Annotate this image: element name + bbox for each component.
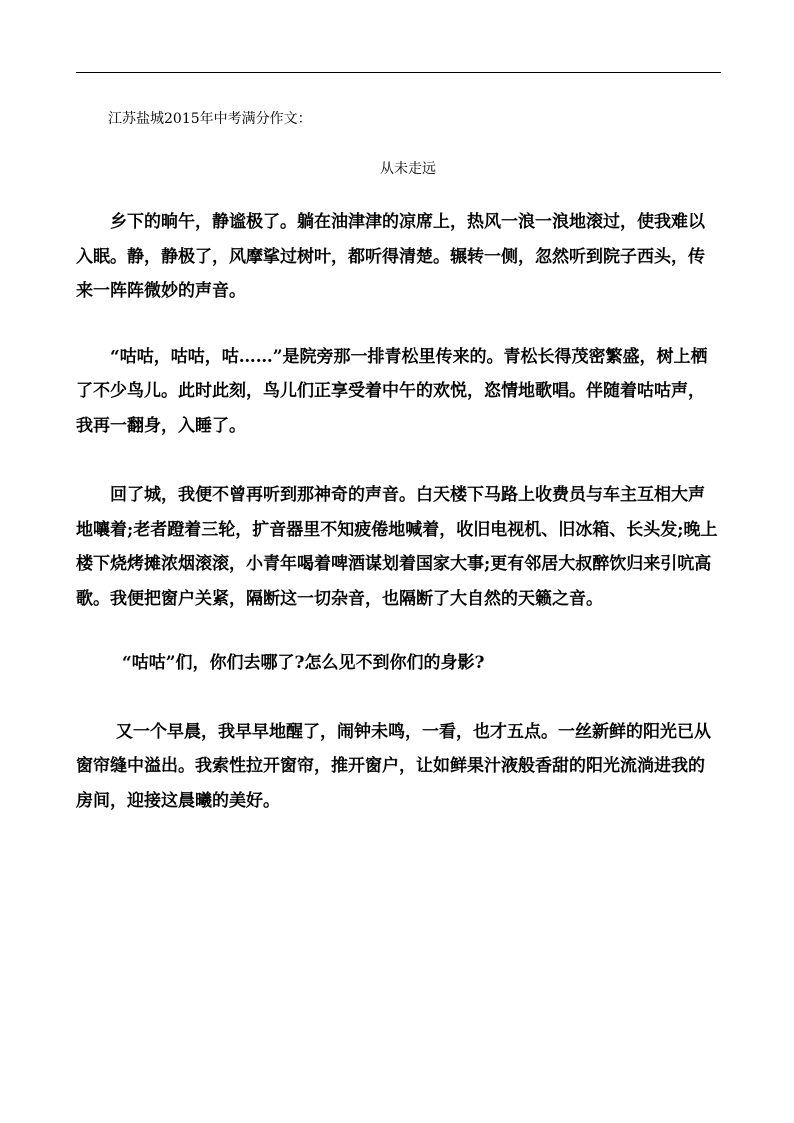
essay-title: 从未走远 [380,161,436,177]
paragraph-2: “咕咕，咕咕，咕……”是院旁那一排青松里传来的。青松长得茂密繁盛，树上栖了不少鸟儿。此时此刻，鸟儿们正享受着中午的欢悦，恣情地歌唱。伴随着咕咕声，我再一翻身，入睡了。 [76,346,708,436]
document-page [76,108,721,818]
paragraph-1: 乡下的晌午，静谧极了。躺在油津津的凉席上，热风一浪一浪地滚过，使我难以入眠。静，静极了，风摩挲过树叶，都听得清楚。辗转一侧，忽然听到院子西头，传来一阵阵微妙的声音。 [76,212,705,301]
header-rule [76,72,721,73]
paragraph-5: 又一个早晨，我早早地醒了，闹钟未鸣，一看，也才五点。一丝新鲜的阳光已从窗帘缝中溢出。我索性拉开窗帘，推开窗户，让如鲜果汁液般香甜的阳光流淌进我的房间，迎接这晨曦的美好。 [76,721,711,811]
paragraph-4: “咕咕”们，你们去哪了?怎么见不到你们的身影? [122,653,485,673]
paragraph-3: 回了城，我便不曾再听到那神奇的声音。白天楼下马路上收费员与车主互相大声地嚷着;老者蹬着三轮，扩音器里不知疲倦地喊着，收旧电视机、旧冰箱、长头发;晚上楼下烧烤摊浓烟滚滚，小青年喝着啤酒谋划着国家大事;更有邻居大叔醉饮归来引吭高歌。我便把窗户关紧，隔断这一切杂音，也隔断了大自然的天籁之音。 [76,485,718,609]
document-heading: 江苏盐城2015年中考满分作文： [108,111,312,127]
